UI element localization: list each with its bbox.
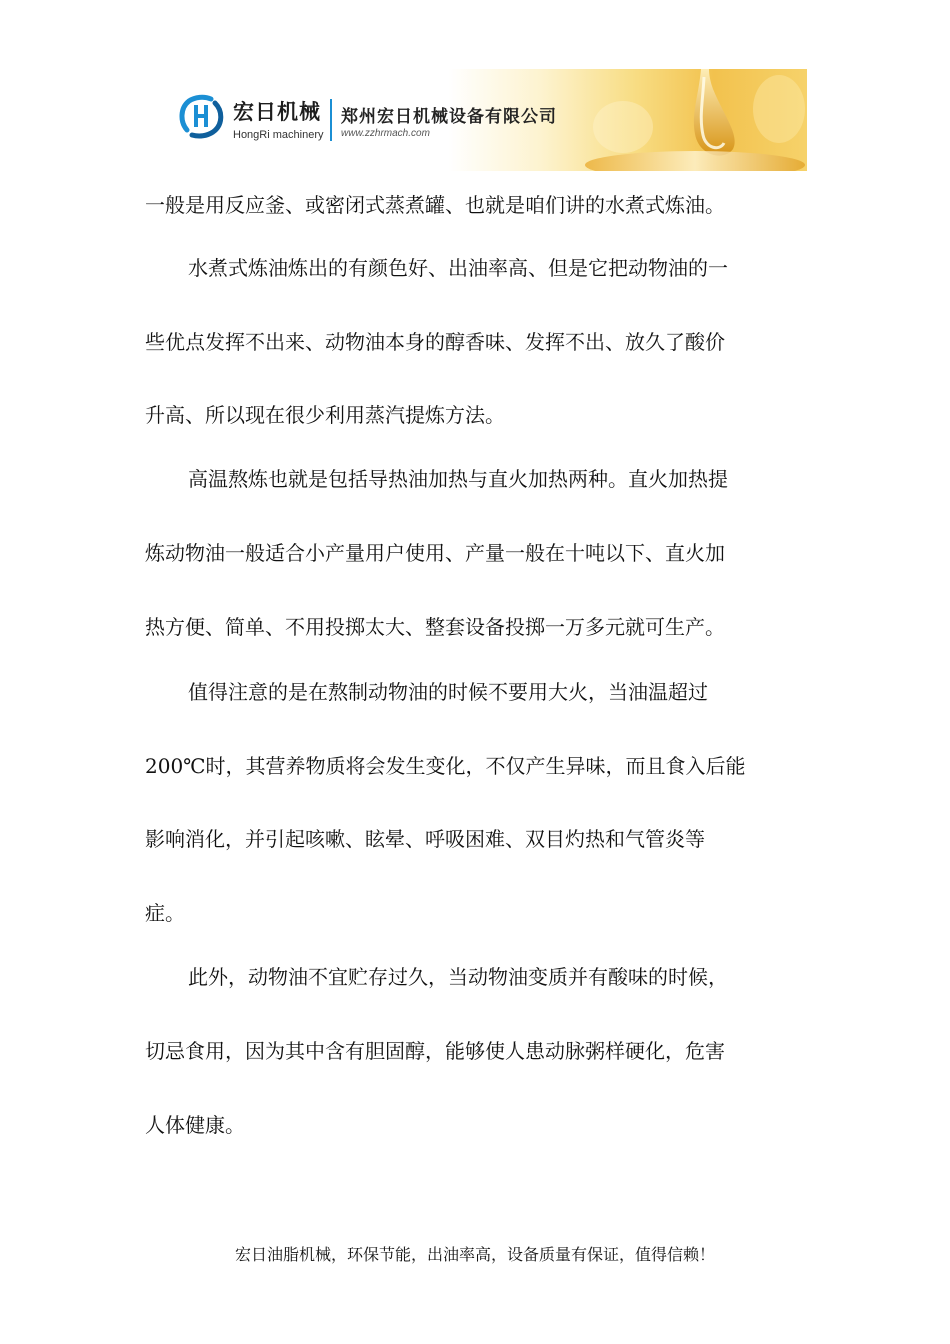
paragraph-start-line: 值得注意的是在熬制动物油的时候不要用大火，当油温超过: [188, 680, 708, 704]
body-line: 一般是用反应釜、或密闭式蒸煮罐、也就是咱们讲的水煮式炼油。: [145, 193, 725, 217]
brand-name-cn: 宏日机械: [233, 100, 321, 124]
body-line: 些优点发挥不出来、动物油本身的醇香味、发挥不出、放久了酸价: [145, 330, 725, 354]
body-line: 200℃时，其营养物质将会发生变化，不仅产生异味，而且食入后能: [145, 754, 746, 778]
company-url: www.zzhrmach.com: [341, 128, 430, 139]
brand-name-en: HongRi machinery: [233, 129, 324, 141]
oil-drop-image: [583, 69, 807, 171]
hongri-logo-icon: [177, 94, 225, 140]
body-line: 症。: [145, 901, 185, 925]
body-line: 升高、所以现在很少利用蒸汽提炼方法。: [145, 403, 505, 427]
paragraph-start-line: 水煮式炼油炼出的有颜色好、出油率高、但是它把动物油的一: [188, 256, 728, 280]
body-line: 人体健康。: [145, 1113, 245, 1137]
company-name: 郑州宏日机械设备有限公司: [341, 107, 557, 127]
footer-slogan: 宏日油脂机械，环保节能，出油率高，设备质量有保证，值得信赖！: [234, 1245, 715, 1264]
body-line: 热方便、简单、不用投掷太大、整套设备投掷一万多元就可生产。: [145, 615, 725, 639]
body-line: 炼动物油一般适合小产量用户使用、产量一般在十吨以下、直火加: [145, 541, 725, 565]
header-banner: [143, 69, 807, 171]
body-line: 切忌食用，因为其中含有胆固醇，能够使人患动脉粥样硬化，危害: [145, 1039, 725, 1063]
paragraph-start-line: 此外，动物油不宜贮存过久，当动物油变质并有酸味的时候，: [188, 965, 728, 989]
banner-divider: [330, 99, 332, 141]
body-line: 影响消化，并引起咳嗽、眩晕、呼吸困难、双目灼热和气管炎等: [145, 827, 705, 851]
paragraph-start-line: 高温熬炼也就是包括导热油加热与直火加热两种。直火加热提: [188, 467, 728, 491]
